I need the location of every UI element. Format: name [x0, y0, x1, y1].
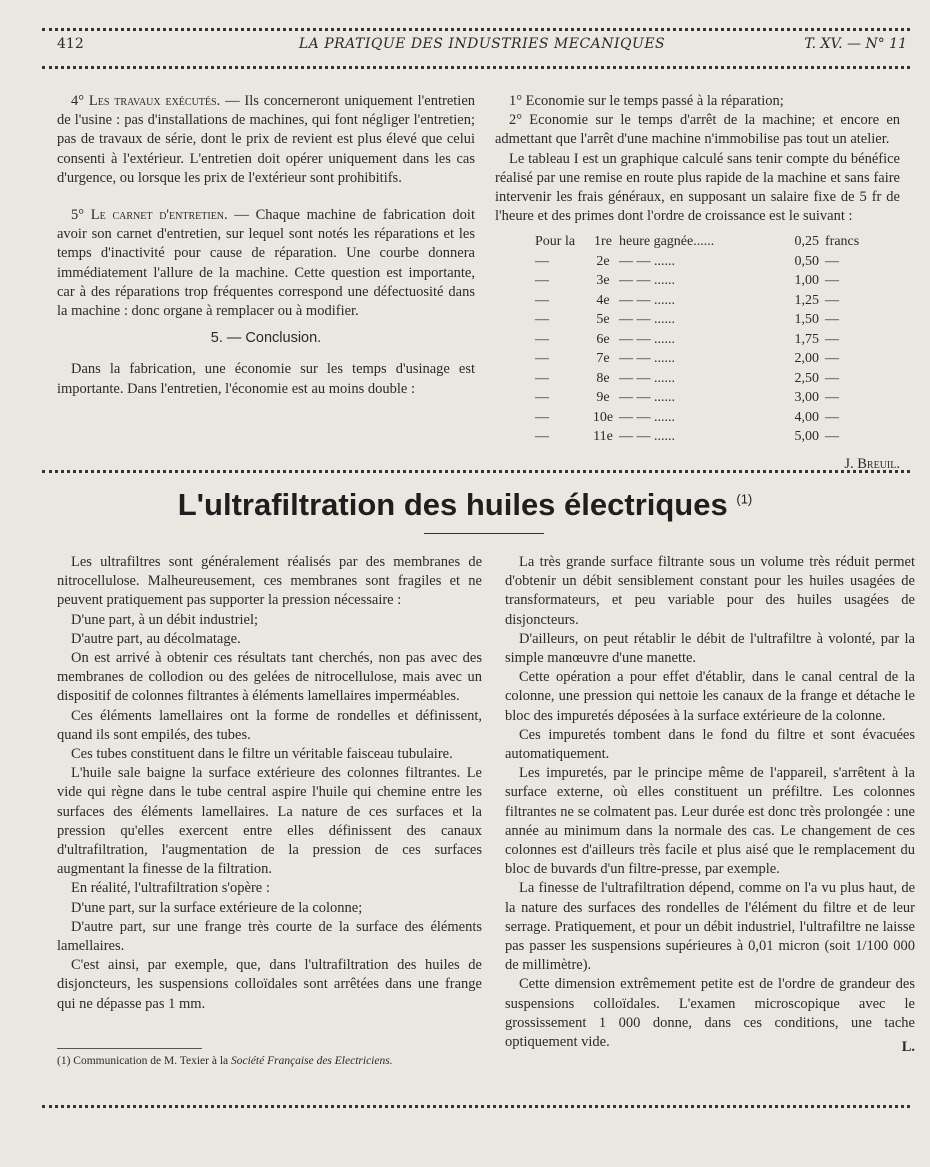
page-number: 412 [57, 36, 84, 52]
table-cell: 2,00 [794, 351, 819, 367]
table-cell: — [535, 273, 549, 289]
table-cell: — — ...... [619, 292, 675, 308]
table-row [535, 349, 875, 369]
title-footnote-marker: (1) [736, 491, 753, 507]
paragraph: C'est ainsi, par exemple, que, dans l'ultrafiltration des huiles de disjoncteurs, les suspensions colloïdales sont arrêtées dans une frange qui ne dépasse pas 1 mm. [57, 957, 482, 1012]
table-cell: 9e [596, 390, 610, 406]
signature-l: L. [901, 1039, 915, 1056]
table-cell: Pour la [535, 234, 576, 250]
volume-issue: T. XV. — N° 11 [804, 36, 907, 52]
table-cell: — [825, 429, 839, 445]
section-dotted-rule [42, 470, 910, 473]
table-cell: — — ...... [619, 253, 675, 269]
paragraph: La finesse de l'ultrafiltration dépend, comme on l'a vu plus haut, de la nature des surfaces des rondelles de l'élément du filtre et de leur serrage. Pratiquement, et pour un débit industriel, l'ultrafiltre ne laisse pas passer les suspensions supérieures à 0,01 micron (soit 1/100 000 de millimètre). [505, 880, 915, 974]
table-cell: — — ...... [619, 390, 675, 406]
table-cell: 5,00 [794, 429, 819, 445]
table-cell: — [535, 292, 549, 308]
table-cell: — [825, 312, 839, 328]
paragraph: D'ailleurs, on peut rétablir le débit de l'ultrafiltre à volonté, par la simple manœuvre d'une manette. [505, 630, 915, 667]
footnote: (1) Communication de M. Texier à la Société Française des Electriciens. [57, 1055, 393, 1067]
paragraph: On est arrivé à obtenir ces résultats tant cherchés, non pas avec des membranes de collodion ou des gelées de nitrocellulose, mais avec un dispositif de colonnes filtrantes à éléments lamellaires imperméables. [57, 650, 482, 705]
journal-title: LA PRATIQUE DES INDUSTRIES MECANIQUES [298, 36, 666, 52]
paragraph: D'une part, sur la surface extérieure de la colonne; [71, 899, 363, 916]
table-cell: — [825, 273, 839, 289]
section-lead: 4° Les travaux exécutés. [71, 93, 221, 109]
paragraph: Cette opération a pour effet d'établir, dans le canal central de la colonne, une pression qui nettoie les canaux de la frange et détache le bloc des impuretés déposées à la surface extérieure de la colonne. [505, 669, 915, 724]
article2-left-column [57, 553, 482, 1014]
table-cell: 11e [593, 429, 613, 445]
table-row [535, 427, 875, 447]
table-row [535, 408, 875, 428]
paragraph: Le tableau I est un graphique calculé sans tenir compte du bénéfice réalisé par une remise en route plus rapide de la machine et sans faire intervenir les frais généraux, en supposant un salaire fixe de 5 fr de l'heure et des primes dont l'ordre de croissance est le suivant : [495, 150, 900, 225]
paragraph: D'une part, à un débit industriel; [71, 611, 259, 628]
table-cell: 1,75 [794, 331, 819, 347]
table-cell: 6e [596, 331, 610, 347]
table-row [535, 271, 875, 291]
table-row [535, 310, 875, 330]
article2-right-column [505, 553, 915, 1057]
table-cell: — [535, 351, 549, 367]
signature-breuil: J. Breuil. [844, 455, 900, 472]
table-cell: 4,00 [794, 409, 819, 425]
paragraph: Ces éléments lamellaires ont la forme de rondelles et définissent, quand ils sont empilés, des tubes. [57, 707, 482, 743]
paragraph: Les impuretés, par le principe même de l'appareil, s'arrêtent à la surface externe, où elles constituent un préfiltre. Les colonnes filtrantes ne se colmatent pas. Leur durée est donc très prolongée : une année au minimum dans la normale des cas. Le changement de ces colonnes est d'ailleurs très facile et plus aisé que le remplacement du bloc de buvards d'un filtre-presse, par exemple. [505, 765, 915, 878]
table-cell: 7e [596, 351, 610, 367]
paragraph: 4° Les travaux exécutés. — Ils concerneront uniquement l'entretien de l'usine : pas d'installations de machines, qui font négliger l'entretien; pas de travaux de série, dont le prix de revient est plus élevé que celui consenti à l'extérieur. L'entretien doit opérer uniquement dans les cas d'urgence, ou lorsque les prix de l'extérieur sont prohibitifs. [57, 93, 475, 186]
table-row [535, 252, 875, 272]
bonus-table [535, 232, 875, 447]
table-cell: — — ...... [619, 312, 675, 328]
table-cell: 1,00 [794, 273, 819, 289]
paragraph: 5° Le carnet d'entretien. — Chaque machine de fabrication doit avoir son carnet d'entretien, sur lequel sont notés les réparations et les temps d'inactivité pour cause de réparation. Une courbe donnera immédiatement l'allure de la machine. Cette question est importante, car à des réparations trop fréquentes correspond une défectuosité dans la machine : donc organe à remplacer ou à modifier. [57, 207, 475, 320]
article1-right-column [495, 92, 900, 474]
table-cell: — [825, 351, 839, 367]
table-cell: 3e [596, 273, 610, 289]
table-cell: 0,25 [794, 234, 819, 250]
article-title: L'ultrafiltration des huiles électriques $^{(1)}$ [177, 487, 753, 522]
table-cell: 8e [596, 370, 610, 386]
table-cell: — [535, 312, 549, 328]
paragraph: En réalité, l'ultrafiltration s'opère : [71, 880, 270, 897]
table-cell: 3,00 [794, 390, 819, 406]
table-cell: — [825, 370, 839, 386]
table-cell: 0,50 [794, 253, 819, 269]
table-cell: — — ...... [619, 331, 675, 347]
paragraph: Dans la fabrication, une économie sur les temps d'usinage est importante. Dans l'entretien, l'économie est au moins double : [57, 361, 475, 397]
table-cell: — [825, 292, 839, 308]
table-cell: — [535, 331, 549, 347]
table-cell: — [535, 370, 549, 386]
table-cell: — — ...... [619, 273, 675, 289]
paragraph: La très grande surface filtrante sous un volume très réduit permet d'obtenir un débit sensiblement constant pour les huiles usagées de transformateurs, et peu variable pour des huiles usagées de disjoncteurs. [505, 554, 915, 628]
paragraph: L'huile sale baigne la surface extérieure des colonnes filtrantes. Le vide qui règne dans le tube central aspire l'huile qui chemine entre les surfaces des éléments lamellaires. La nature de ces surfaces et la pression qu'elles exercent entre elles définissent des canaux d'ultrafiltration, l'augmentation de la pression de ces surfaces augmentant la finesse de la filtration. [57, 765, 482, 878]
paragraph: D'autre part, au décolmatage. [71, 630, 241, 647]
table-cell: francs [825, 234, 860, 250]
table-cell: 10e [592, 409, 614, 425]
table-cell: — [535, 409, 549, 425]
table-cell: — [535, 390, 549, 406]
paragraph: Ces tubes constituent dans le filtre un véritable faisceau tubulaire. [71, 746, 453, 763]
table-cell: 1,50 [794, 312, 819, 328]
footnote-rule [57, 1048, 202, 1049]
table-cell: 2e [596, 253, 610, 269]
header-dotted-rule [42, 66, 910, 69]
table-cell: — [825, 409, 839, 425]
table-cell: 1,25 [794, 292, 819, 308]
paragraph: 2° Economie sur le temps d'arrêt de la machine; et encore en admettant que l'arrêt d'une machine n'immobilise pas tout un atelier. [495, 112, 900, 148]
paragraph: Ces impuretés tombent dans le fond du filtre et sont évacuées automatiquement. [505, 726, 915, 763]
table-row [535, 369, 875, 389]
paragraph: Les ultrafiltres sont généralement réalisés par des membranes de nitrocellulose. Malheureusement, ces membranes sont fragiles et ne peuvent pratiquement pas supporter la pression nécessaire : [57, 554, 482, 609]
table-row [535, 330, 875, 350]
table-row [535, 388, 875, 408]
table-cell: 4e [596, 292, 610, 308]
paragraph: D'autre part, sur une frange très courte de la surface des éléments lamellaires. [57, 918, 482, 955]
article1-left-column [57, 92, 475, 399]
table-cell: — [825, 390, 839, 406]
table-cell: — — ...... [619, 409, 675, 425]
table-cell: 5e [596, 312, 610, 328]
title-underline [424, 533, 544, 534]
table-cell: — — ...... [619, 429, 675, 445]
table-cell: — [825, 331, 839, 347]
top-dotted-rule [42, 28, 910, 31]
table-cell: — — ...... [619, 370, 675, 386]
section-lead: 5° Le carnet d'entretien. [71, 207, 228, 224]
paragraph: 1° Economie sur le temps passé à la réparation; [509, 93, 784, 109]
table-cell: — [825, 253, 839, 269]
table-cell: heure gagnée...... [619, 234, 715, 250]
running-header [57, 36, 907, 58]
bottom-dotted-rule [42, 1105, 910, 1108]
table-row [535, 291, 875, 311]
conclusion-heading: 5. — Conclusion. [210, 330, 322, 347]
table-cell: 1re [594, 234, 612, 250]
table-cell: — [535, 253, 549, 269]
paragraph: Cette dimension extrêmement petite est de l'ordre de grandeur des suspensions colloïdales. L'examen microscopique avec le grossissement 1 000 donne, dans ces conditions, une tache optiquement vide. [505, 976, 915, 1051]
table-row [535, 232, 875, 252]
table-cell: — — ...... [619, 351, 675, 367]
table-cell: — [535, 429, 549, 445]
table-cell: 2,50 [794, 370, 819, 386]
